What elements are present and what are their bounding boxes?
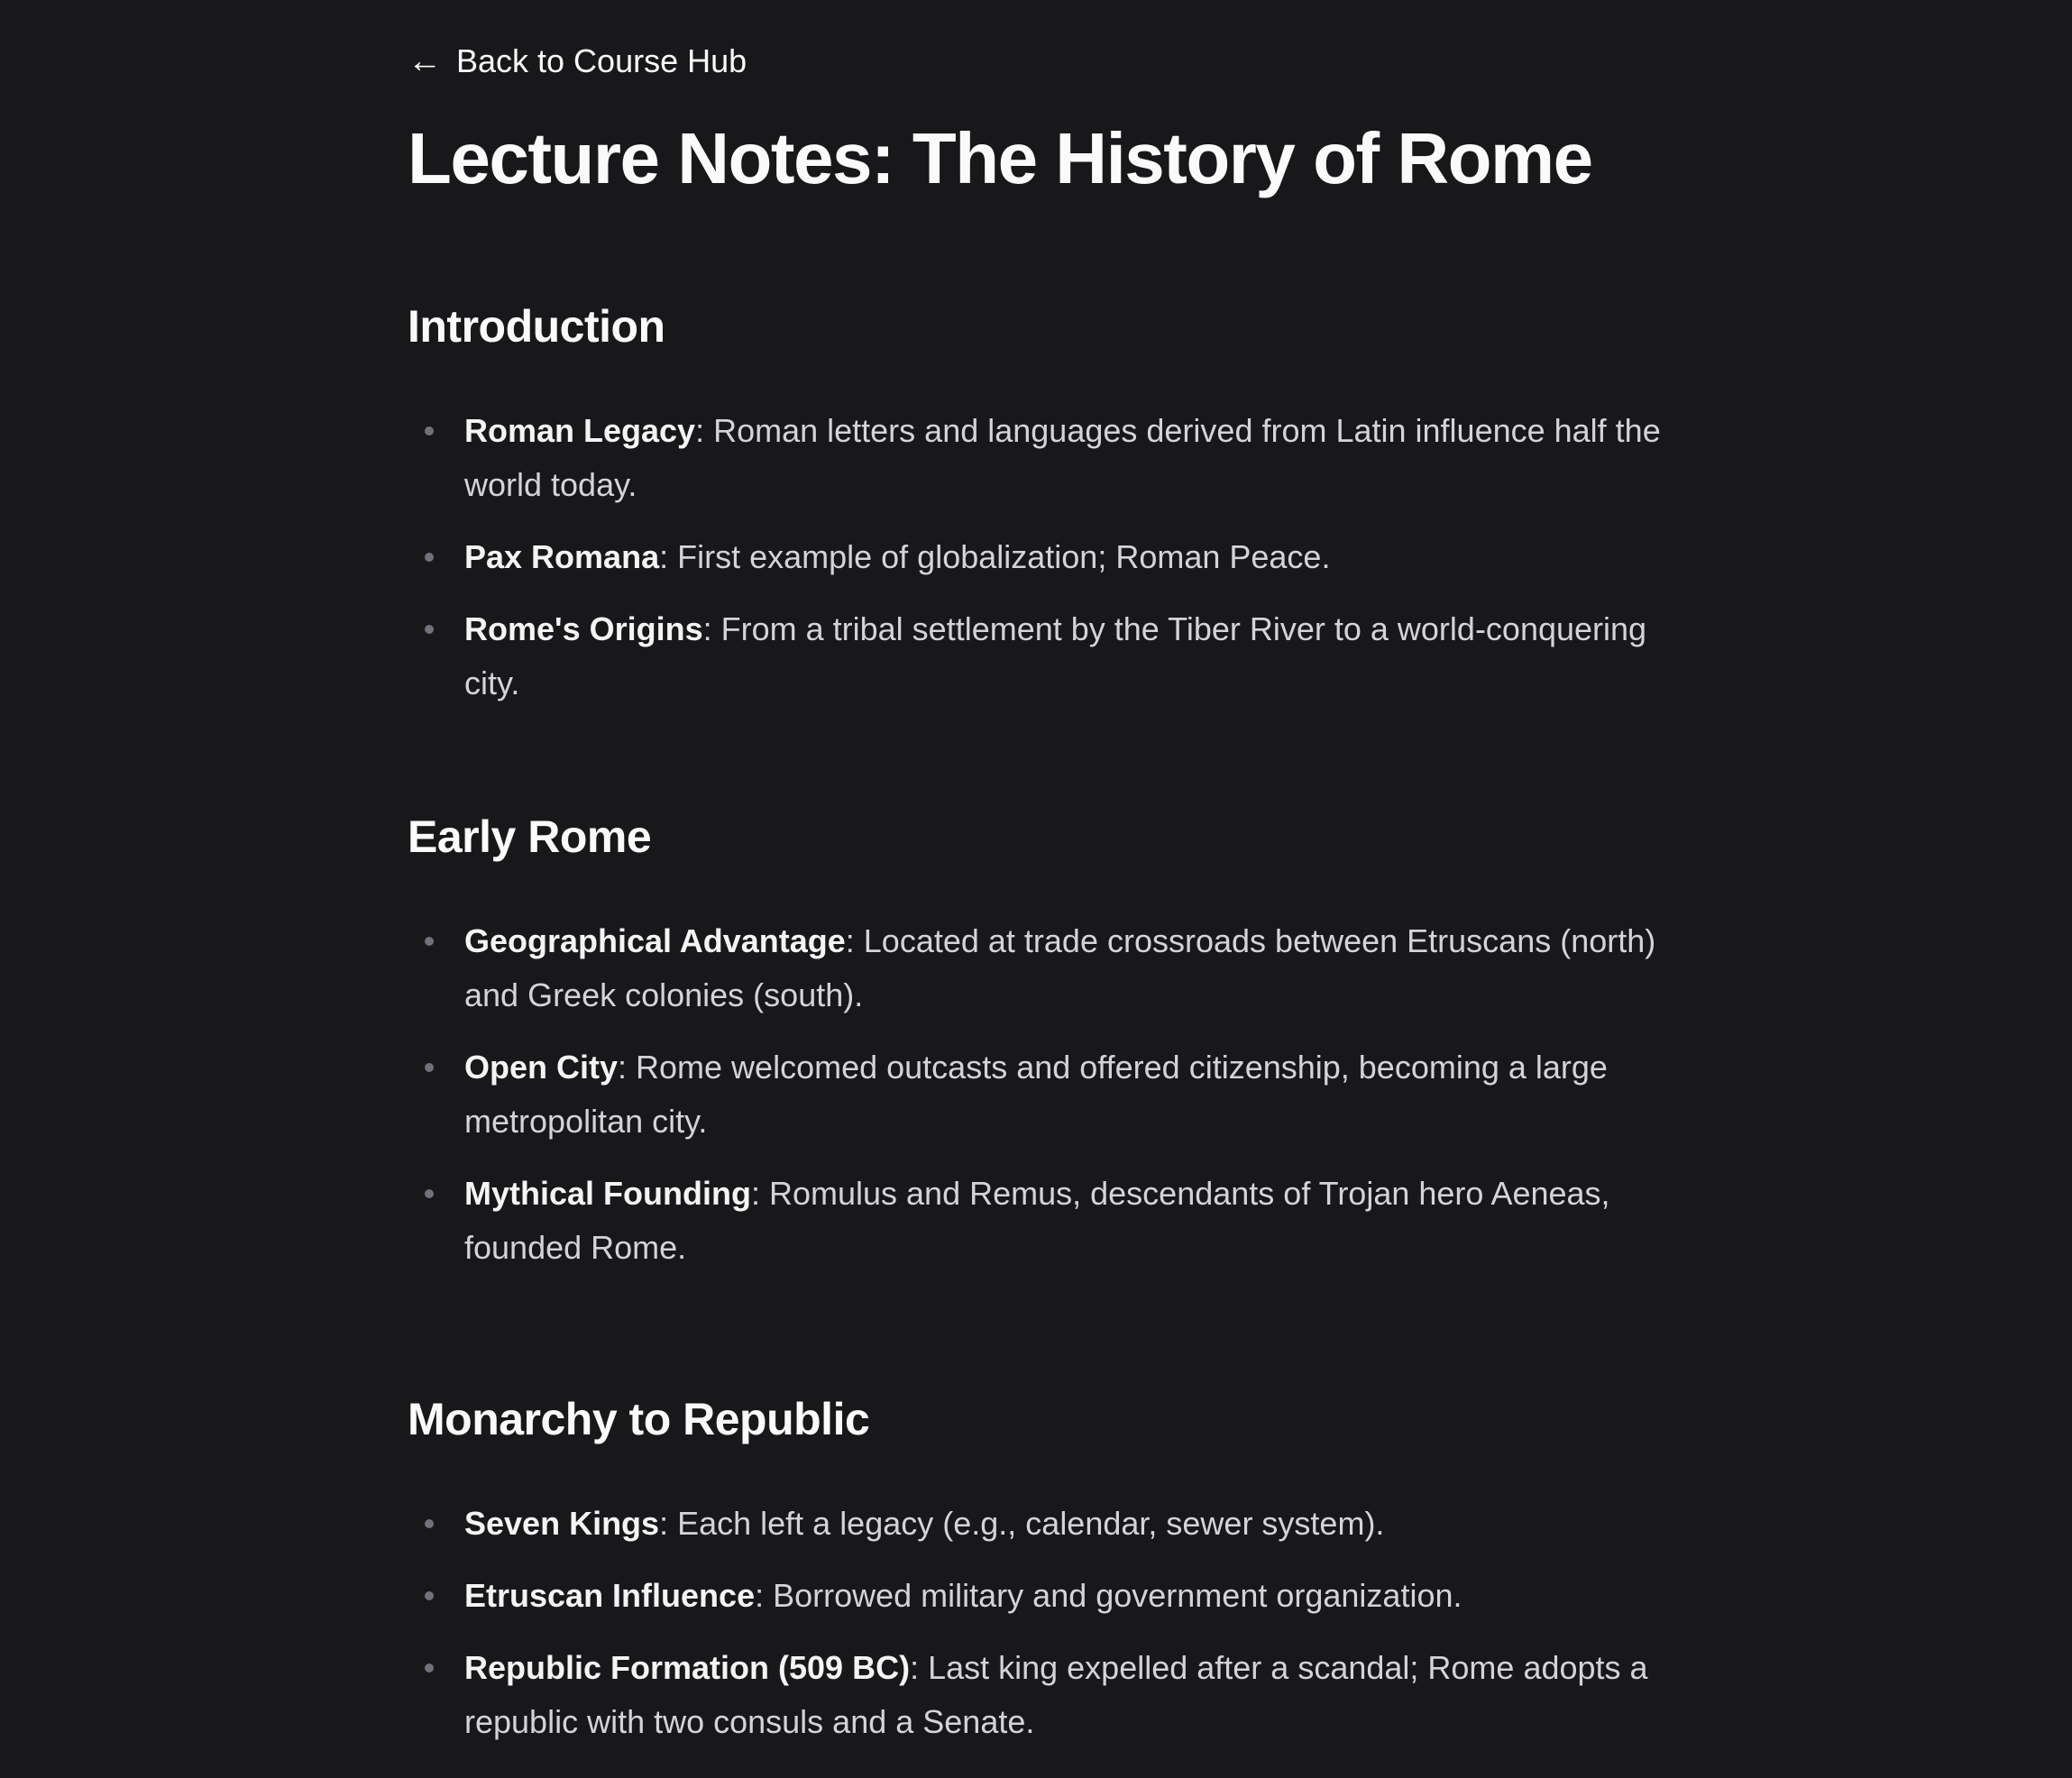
list-item	[408, 1497, 1706, 1551]
list-item	[408, 404, 1706, 512]
list-item	[408, 1641, 1706, 1749]
section-heading-early-rome: Early Rome	[408, 811, 652, 862]
term-description: : First example of globalization; Roman Peace.	[659, 538, 1331, 575]
term-description: : Located at trade crossroads between Etruscans (north) and Greek colonies (south).	[464, 922, 1656, 1013]
term-description: : Roman letters and languages derived from Latin influence half the world today.	[464, 412, 1661, 503]
term: Roman Legacy	[464, 412, 696, 449]
section-monarchy-to-republic	[408, 1392, 1706, 1749]
term-description: : Each left a legacy (e.g., calendar, sewer system).	[659, 1505, 1385, 1542]
term-description: : Rome welcomed outcasts and offered citizenship, becoming a large metropolitan city.	[464, 1049, 1608, 1140]
arrow-left-icon: ←	[408, 42, 442, 80]
term-description: : From a tribal settlement by the Tiber River to a world-conquering city.	[464, 610, 1647, 701]
term-description: : Borrowed military and government organization.	[755, 1577, 1462, 1614]
section-heading-monarchy-to-republic: Monarchy to Republic	[408, 1394, 870, 1444]
list-item	[408, 530, 1706, 584]
term: Open City	[464, 1049, 619, 1086]
term-description: : Romulus and Remus, descendants of Trojan hero Aeneas, founded Rome.	[464, 1175, 1610, 1266]
list-item	[408, 1569, 1706, 1623]
term: Rome's Origins	[464, 610, 703, 647]
term: Mythical Founding	[464, 1175, 751, 1212]
bullet-list-introduction	[408, 404, 1706, 710]
page-title: Lecture Notes: The History of Rome	[408, 118, 1592, 198]
content-column	[408, 0, 1706, 1749]
section-heading-introduction: Introduction	[408, 301, 665, 352]
bullet-list-monarchy-to-republic	[408, 1497, 1706, 1749]
term: Republic Formation (509 BC)	[464, 1649, 911, 1686]
back-to-course-hub-link[interactable]	[408, 41, 747, 81]
section-early-rome	[408, 810, 1706, 1275]
term: Pax Romana	[464, 538, 660, 575]
list-item	[408, 1167, 1706, 1275]
term-description: : Last king expelled after a scandal; Rome adopts a republic with two consuls and a Senate.	[464, 1649, 1648, 1740]
list-item	[408, 602, 1706, 710]
back-link-label: Back to Course Hub	[456, 42, 747, 79]
bullet-list-early-rome	[408, 914, 1706, 1275]
list-item	[408, 914, 1706, 1022]
section-introduction	[408, 299, 1706, 710]
list-item	[408, 1040, 1706, 1149]
term: Seven Kings	[464, 1505, 660, 1542]
term: Geographical Advantage	[464, 922, 846, 959]
term: Etruscan Influence	[464, 1577, 756, 1614]
